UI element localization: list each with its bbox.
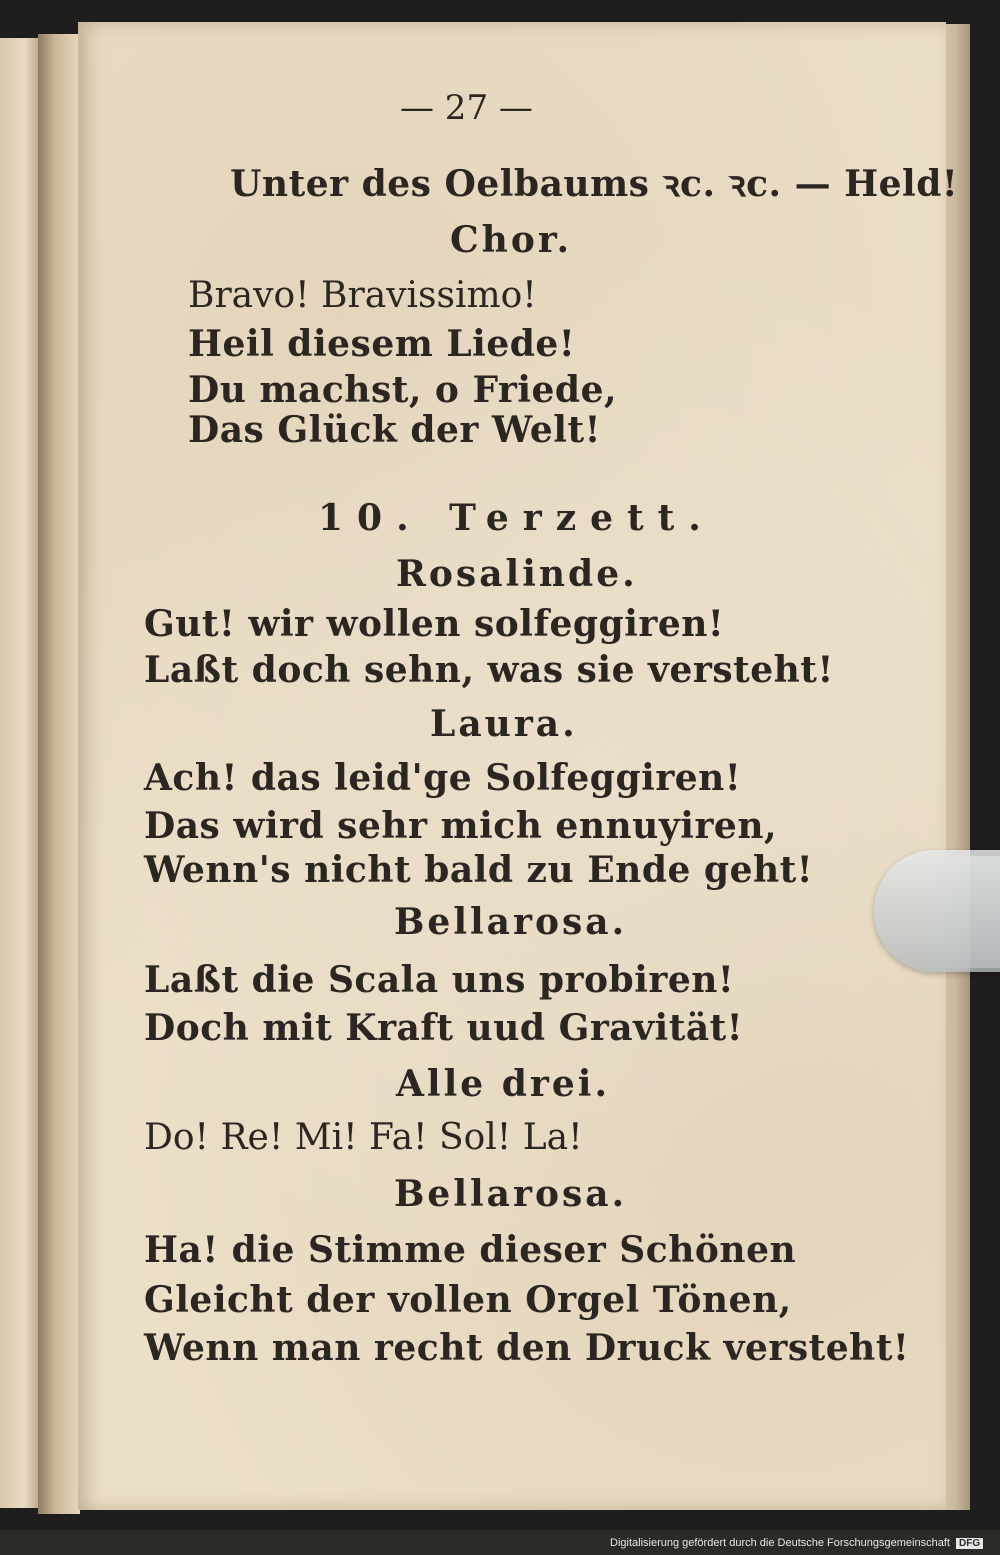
text-line: Wenn man recht den Druck versteht! — [144, 1327, 910, 1369]
book-gutter — [38, 34, 80, 1514]
page-text — [78, 22, 959, 1510]
speaker-heading: Rosalinde. — [396, 553, 638, 595]
speaker-heading: Laura. — [430, 703, 578, 745]
facing-page-edge — [0, 38, 40, 1508]
text-line: Ach! das leid'ge Solfeggiren! — [144, 757, 742, 799]
text-line: Laßt doch sehn, was sie versteht! — [144, 649, 834, 691]
speaker-heading: Chor. — [450, 219, 573, 261]
speaker-heading: Bellarosa. — [394, 901, 628, 943]
text-line: Laßt die Scala uns probiren! — [144, 959, 735, 1001]
text-line: Bravo! Bravissimo! — [188, 275, 537, 316]
text-line: Gleicht der vollen Orgel Tönen, — [144, 1279, 792, 1321]
text-line: Ha! die Stimme dieser Schönen — [144, 1229, 797, 1271]
speaker-heading: Bellarosa. — [394, 1173, 628, 1215]
speaker-heading: Alle drei. — [396, 1063, 610, 1105]
text-line: Unter des Oelbaums ꝛc. ꝛc. — Held! — [230, 163, 959, 205]
text-line: Du machst, o Friede, — [188, 369, 618, 411]
page-number: — 27 — — [400, 88, 533, 128]
text-line: Doch mit Kraft uud Gravität! — [144, 1007, 744, 1049]
digitization-credit — [610, 1537, 983, 1549]
text-line: Do! Re! Mi! Fa! Sol! La! — [144, 1117, 583, 1158]
text-line: Heil diesem Liede! — [188, 323, 576, 365]
text-line: Das wird sehr mich ennuyiren, — [144, 805, 778, 847]
text-line: Wenn's nicht bald zu Ende geht! — [144, 849, 814, 891]
text-line: Das Glück der Welt! — [188, 409, 601, 451]
credit-text: Digitalisierung gefördert durch die Deutsche Forschungsgemeinschaft — [610, 1537, 950, 1549]
dfg-logo: DFG — [956, 1538, 983, 1549]
text-line: Gut! wir wollen solfeggiren! — [144, 603, 725, 645]
section-heading: 10. Terzett. — [318, 497, 715, 539]
